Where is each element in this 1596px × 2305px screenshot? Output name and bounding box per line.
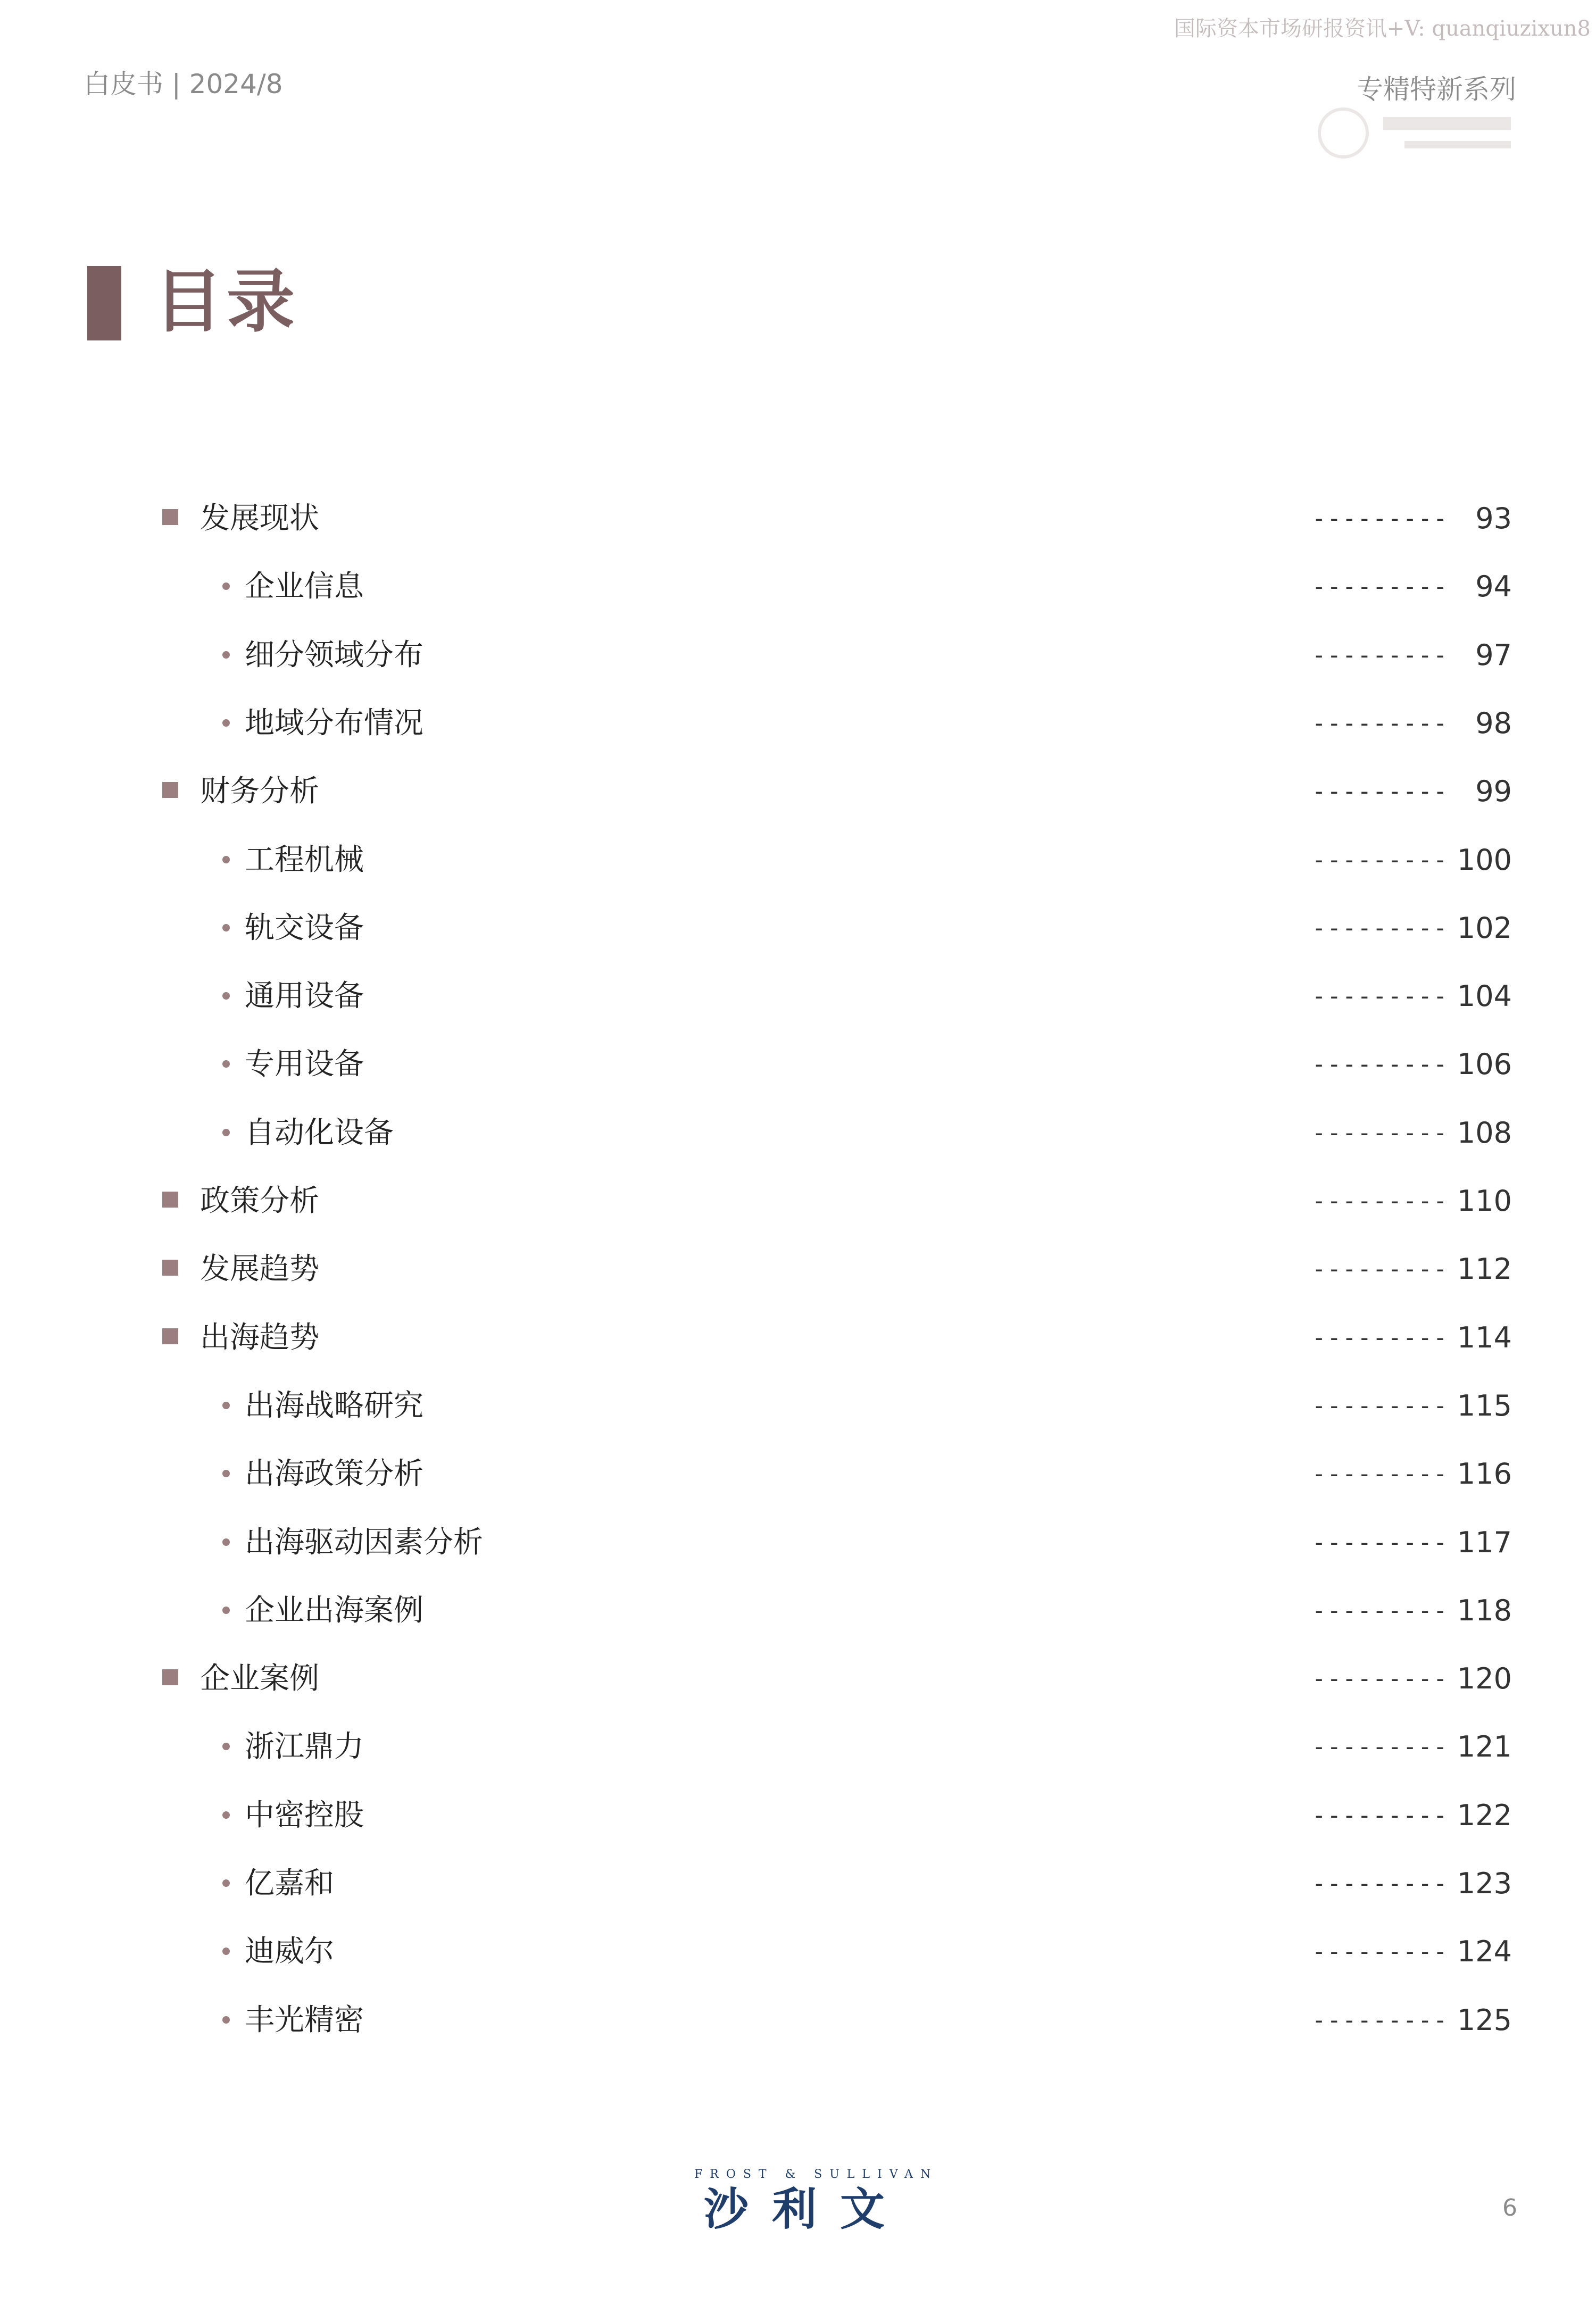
dot-bullet-icon	[222, 1607, 230, 1614]
toc-section-row[interactable]	[0, 1652, 1596, 1705]
frost-sullivan-logo	[694, 2168, 938, 2235]
toc-entry-label: 出海趋势	[200, 1320, 319, 1355]
dot-bullet-icon	[222, 924, 230, 931]
toc-leader-dashes: ---------	[1312, 2007, 1449, 2034]
toc-page-number: 115	[1457, 1389, 1512, 1422]
toc-page-number: 97	[1475, 638, 1512, 672]
toc-page-number: 99	[1475, 775, 1512, 808]
toc-section-row[interactable]	[0, 1311, 1596, 1364]
toc-leader-dashes: ---------	[1312, 846, 1449, 873]
toc-entry-label: 工程机械	[245, 843, 364, 877]
toc-page-number: 125	[1457, 2003, 1512, 2037]
toc-page-number: 93	[1475, 502, 1512, 535]
toc-subsection-row[interactable]	[0, 1789, 1596, 1842]
toc-leader-dashes: ---------	[1312, 778, 1449, 805]
toc-leader-dashes: ---------	[1312, 1392, 1449, 1419]
dot-bullet-icon	[222, 1129, 230, 1136]
toc-leader-dashes: ---------	[1312, 1733, 1449, 1760]
toc-entry-label: 自动化设备	[245, 1116, 394, 1150]
toc-page-number: 124	[1457, 1935, 1512, 1968]
square-bullet-icon	[162, 1328, 178, 1344]
toc-entry-label: 细分领域分布	[245, 638, 423, 672]
toc-section-row[interactable]	[0, 1243, 1596, 1296]
dot-bullet-icon	[222, 1402, 230, 1409]
dot-bullet-icon	[222, 583, 230, 590]
toc-subsection-row[interactable]	[0, 902, 1596, 955]
toc-leader-dashes: ---------	[1312, 1938, 1449, 1965]
toc-subsection-row[interactable]	[0, 1038, 1596, 1091]
dot-bullet-icon	[222, 856, 230, 863]
header-doc-info: 白皮书 | 2024/8	[84, 69, 283, 99]
toc-section-row[interactable]	[0, 765, 1596, 818]
toc-page-number: 106	[1457, 1047, 1512, 1081]
toc-entry-label: 地域分布情况	[245, 706, 423, 740]
toc-leader-dashes: ---------	[1312, 1665, 1449, 1692]
toc-page-number: 123	[1457, 1867, 1512, 1900]
toc-page-number: 102	[1457, 911, 1512, 945]
dot-bullet-icon	[222, 1879, 230, 1887]
toc-subsection-row[interactable]	[0, 1925, 1596, 1978]
toc-entry-label: 出海政策分析	[245, 1457, 423, 1491]
square-bullet-icon	[162, 1669, 178, 1685]
toc-entry-label: 专用设备	[245, 1047, 364, 1081]
page-number: 6	[1502, 2194, 1517, 2221]
toc-section-row[interactable]	[0, 1175, 1596, 1228]
dot-bullet-icon	[222, 719, 230, 727]
toc-entry-label: 发展趋势	[200, 1252, 319, 1286]
logo-chinese-text: 沙利文	[703, 2183, 908, 2235]
toc-entry-label: 企业案例	[200, 1661, 319, 1696]
toc-entry-label: 浙江鼎力	[245, 1729, 364, 1764]
toc-page-number: 120	[1457, 1662, 1512, 1695]
toc-subsection-row[interactable]	[0, 1106, 1596, 1160]
toc-page-number: 116	[1457, 1457, 1512, 1491]
toc-entry-label: 出海驱动因素分析	[245, 1525, 483, 1560]
square-bullet-icon	[162, 782, 178, 798]
dot-bullet-icon	[222, 2016, 230, 2024]
toc-leader-dashes: ---------	[1312, 1119, 1449, 1146]
dot-bullet-icon	[222, 1060, 230, 1068]
toc-subsection-row[interactable]	[0, 560, 1596, 613]
toc-subsection-row[interactable]	[0, 1720, 1596, 1774]
toc-entry-label: 企业出海案例	[245, 1593, 423, 1628]
toc-subsection-row[interactable]	[0, 970, 1596, 1023]
toc-entry-label: 轨交设备	[245, 911, 364, 945]
toc-page-number: 110	[1457, 1184, 1512, 1218]
toc-entry-label: 出海战略研究	[245, 1388, 423, 1423]
dot-bullet-icon	[222, 1811, 230, 1819]
toc-entry-label: 政策分析	[200, 1184, 319, 1218]
toc-leader-dashes: ---------	[1312, 983, 1449, 1010]
toc-page-number: 121	[1457, 1730, 1512, 1763]
toc-leader-dashes: ---------	[1312, 710, 1449, 737]
toc-page-number: 112	[1457, 1252, 1512, 1286]
toc-entry-label: 发展现状	[200, 501, 319, 536]
toc-leader-dashes: ---------	[1312, 1324, 1449, 1351]
toc-subsection-row[interactable]	[0, 629, 1596, 682]
toc-leader-dashes: ---------	[1312, 1187, 1449, 1214]
toc-entry-label: 财务分析	[200, 774, 319, 809]
toc-entry-label: 中密控股	[245, 1798, 364, 1833]
toc-page-number: 117	[1457, 1526, 1512, 1559]
dot-bullet-icon	[222, 1538, 230, 1546]
toc-leader-dashes: ---------	[1312, 1255, 1449, 1283]
dot-bullet-icon	[222, 992, 230, 1000]
toc-subsection-row[interactable]	[0, 1584, 1596, 1637]
toc-leader-dashes: ---------	[1312, 914, 1449, 942]
toc-page-number: 114	[1457, 1321, 1512, 1354]
toc-leader-dashes: ---------	[1312, 1802, 1449, 1829]
square-bullet-icon	[162, 509, 178, 525]
header-series-name: 专精特新系列	[1357, 74, 1516, 105]
logo-english-text: FROST & SULLIVAN	[694, 2168, 938, 2181]
toc-subsection-row[interactable]	[0, 1994, 1596, 2047]
toc-leader-dashes: ---------	[1312, 505, 1449, 532]
toc-subsection-row[interactable]	[0, 1516, 1596, 1569]
toc-page-number: 98	[1475, 706, 1512, 740]
toc-entry-label: 迪威尔	[245, 1934, 334, 1969]
toc-leader-dashes: ---------	[1312, 573, 1449, 600]
toc-leader-dashes: ---------	[1312, 1460, 1449, 1487]
toc-subsection-row[interactable]	[0, 1447, 1596, 1501]
toc-leader-dashes: ---------	[1312, 1597, 1449, 1624]
toc-page-number: 104	[1457, 979, 1512, 1013]
square-bullet-icon	[162, 1260, 178, 1276]
dot-bullet-icon	[222, 651, 230, 659]
toc-entry-label: 企业信息	[245, 569, 364, 604]
toc-leader-dashes: ---------	[1312, 1051, 1449, 1078]
square-bullet-icon	[162, 1192, 178, 1208]
toc-leader-dashes: ---------	[1312, 1870, 1449, 1897]
toc-section-row[interactable]	[0, 492, 1596, 545]
toc-subsection-row[interactable]	[0, 1379, 1596, 1433]
toc-entry-label: 亿嘉和	[245, 1866, 334, 1901]
toc-page-number: 100	[1457, 843, 1512, 877]
dot-bullet-icon	[222, 1948, 230, 1955]
toc-page-number: 118	[1457, 1594, 1512, 1627]
toc-entry-label: 通用设备	[245, 979, 364, 1013]
toc-page-number: 94	[1475, 570, 1512, 603]
dot-bullet-icon	[222, 1470, 230, 1477]
toc-entry-label: 丰光精密	[245, 2003, 364, 2037]
toc-leader-dashes: ---------	[1312, 1529, 1449, 1556]
toc-subsection-row[interactable]	[0, 1857, 1596, 1910]
toc-subsection-row[interactable]	[0, 834, 1596, 887]
watermark-text: 国际资本市场研报资讯+V: quanqiuzixun8	[1174, 16, 1591, 41]
page-title: 目录	[154, 262, 300, 342]
toc-leader-dashes: ---------	[1312, 642, 1449, 669]
toc-subsection-row[interactable]	[0, 697, 1596, 750]
toc-page-number: 122	[1457, 1799, 1512, 1832]
toc-page-number: 108	[1457, 1116, 1512, 1150]
dot-bullet-icon	[222, 1743, 230, 1750]
